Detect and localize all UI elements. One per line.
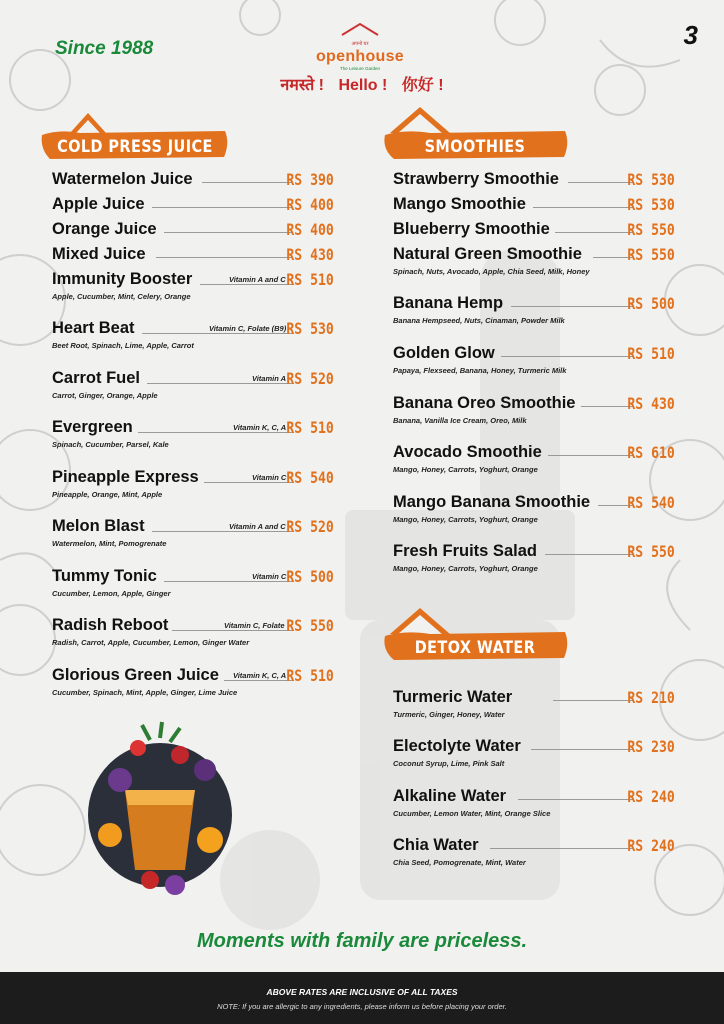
item-name: Strawberry Smoothie	[393, 170, 559, 188]
item-name: Watermelon Juice	[52, 170, 193, 188]
item-price: RS 230	[627, 737, 675, 756]
leader-line	[204, 482, 292, 483]
item-vitamins: Vitamin A	[252, 374, 287, 383]
item-price: RS 500	[286, 567, 334, 586]
item-price: RS 550	[627, 245, 675, 264]
leader-line	[518, 799, 633, 800]
item-name: Alkaline Water	[393, 787, 507, 805]
item-name: Golden Glow	[393, 344, 495, 362]
item-price: RS 430	[286, 245, 334, 264]
smoothies-title: SMOOTHIES	[424, 137, 526, 157]
detox-header	[380, 606, 570, 664]
item-price: RS 510	[286, 666, 334, 685]
leader-line	[142, 333, 292, 334]
item-name: Tummy Tonic	[52, 567, 157, 585]
item-price: RS 530	[627, 170, 675, 189]
item-description: Spinach, Nuts, Avocado, Apple, Chia Seed, Milk, Honey	[393, 267, 590, 276]
item-name: Fresh Fruits Salad	[393, 542, 537, 560]
leader-line	[553, 700, 633, 701]
item-price: RS 530	[286, 319, 334, 338]
leader-line	[202, 182, 292, 183]
greeting-nepali: नमस्ते !	[280, 77, 324, 94]
leader-line	[152, 207, 292, 208]
item-name: Melon Blast	[52, 517, 145, 535]
cold-press-title: COLD PRESS JUICE	[57, 137, 213, 157]
smoothies-header	[380, 105, 570, 163]
leader-line	[147, 383, 292, 384]
leader-line	[138, 432, 292, 433]
item-name: Evergreen	[52, 418, 133, 436]
item-name: Mixed Juice	[52, 245, 146, 263]
item-price: RS 400	[286, 195, 334, 214]
logo-top-text: अपनो घर	[351, 41, 369, 47]
item-vitamins: Vitamin C, Folate	[224, 621, 285, 630]
item-name: Glorious Green Juice	[52, 666, 219, 684]
item-description: Turmeric, Ginger, Honey, Water	[393, 710, 505, 719]
tax-note: ABOVE RATES ARE INCLUSIVE OF ALL TAXES	[266, 987, 458, 997]
item-price: RS 550	[286, 616, 334, 635]
item-vitamins: Vitamin C	[252, 572, 287, 581]
item-name: Turmeric Water	[393, 688, 513, 706]
leader-line	[152, 531, 292, 532]
item-name: Blueberry Smoothie	[393, 220, 550, 238]
item-description: Carrot, Ginger, Orange, Apple	[52, 391, 158, 400]
footer-band	[0, 972, 724, 1024]
item-price: RS 400	[286, 220, 334, 239]
item-description: Coconut Syrup, Lime, Pink Salt	[393, 759, 505, 768]
logo-brand: openhouse	[315, 48, 405, 65]
item-price: RS 510	[286, 418, 334, 437]
leader-line	[172, 630, 292, 631]
item-vitamins: Vitamin K, C, A	[233, 671, 287, 680]
item-price: RS 510	[286, 270, 334, 289]
leader-line	[555, 232, 633, 233]
leader-line	[164, 232, 292, 233]
item-name: Apple Juice	[52, 195, 145, 213]
item-description: Cucumber, Lemon, Apple, Ginger	[52, 589, 171, 598]
greeting-english: Hello !	[338, 77, 388, 94]
item-description: Apple, Cucumber, Mint, Celery, Orange	[52, 292, 191, 301]
item-vitamins: Vitamin A and C	[229, 275, 286, 284]
since-label: Since 1988	[55, 38, 154, 59]
item-price: RS 540	[627, 493, 675, 512]
leader-line	[511, 306, 633, 307]
item-description: Watermelon, Mint, Pomogrenate	[52, 539, 167, 548]
item-name: Mango Banana Smoothie	[393, 493, 591, 511]
leader-line	[531, 749, 633, 750]
item-description: Mango, Honey, Carrots, Yoghurt, Orange	[393, 564, 538, 573]
page-number: 3	[683, 20, 698, 50]
item-price: RS 240	[627, 836, 675, 855]
item-description: Radish, Carrot, Apple, Cucumber, Lemon, Ginger Water	[52, 638, 250, 647]
leader-line	[548, 455, 633, 456]
item-price: RS 390	[286, 170, 334, 189]
leader-line	[164, 581, 292, 582]
allergy-note: NOTE: If you are allergic to any ingredients, please inform us before placing your order.	[217, 1002, 507, 1011]
leader-line	[224, 680, 292, 681]
leader-line	[545, 554, 633, 555]
greeting-chinese: 你好 !	[401, 77, 444, 94]
item-price: RS 520	[286, 369, 334, 388]
item-description: Banana Hempseed, Nuts, Cinaman, Powder Milk	[393, 316, 565, 325]
leader-line	[581, 406, 633, 407]
item-price: RS 550	[627, 542, 675, 561]
item-name: Radish Reboot	[52, 616, 169, 634]
item-description: Beet Root, Spinach, Lime, Apple, Carrot	[52, 341, 194, 350]
leader-line	[490, 848, 633, 849]
cold-press-list	[52, 170, 334, 730]
cold-press-header	[40, 105, 230, 163]
item-price: RS 610	[627, 443, 675, 462]
item-price: RS 240	[627, 787, 675, 806]
item-price: RS 500	[627, 294, 675, 313]
item-name: Banana Oreo Smoothie	[393, 394, 576, 412]
item-price: RS 520	[286, 517, 334, 536]
item-price: RS 210	[627, 688, 675, 707]
item-description: Banana, Vanilla Ice Cream, Oreo, Milk	[393, 416, 527, 425]
item-description: Pineapple, Orange, Mint, Apple	[52, 490, 163, 499]
item-description: Mango, Honey, Carrots, Yoghurt, Orange	[393, 515, 538, 524]
logo-subtitle: The Leisure Garden	[339, 66, 381, 71]
item-name: Pineapple Express	[52, 468, 199, 486]
openhouse-logo	[300, 22, 420, 71]
item-name: Chia Water	[393, 836, 479, 854]
smoothies-list	[393, 170, 675, 590]
item-price: RS 430	[627, 394, 675, 413]
item-price: RS 550	[627, 220, 675, 239]
item-name: Avocado Smoothie	[393, 443, 542, 461]
item-price: RS 540	[286, 468, 334, 487]
tagline: Moments with family are priceless.	[196, 930, 528, 952]
leader-line	[501, 356, 633, 357]
item-description: Spinach, Cucumber, Parsel, Kale	[52, 440, 169, 449]
item-name: Electolyte Water	[393, 737, 521, 755]
item-description: Cucumber, Lemon Water, Mint, Orange Slice	[393, 809, 551, 818]
leader-line	[568, 182, 633, 183]
item-price: RS 530	[627, 195, 675, 214]
item-name: Carrot Fuel	[52, 369, 141, 387]
detox-list	[393, 688, 675, 878]
item-vitamins: Vitamin A and C	[229, 522, 286, 531]
item-vitamins: Vitamin C, Folate (B9)	[209, 324, 287, 333]
item-vitamins: Vitamin C	[252, 473, 287, 482]
item-description: Papaya, Flexseed, Banana, Honey, Turmeric Milk	[393, 366, 567, 375]
house-roof-icon	[340, 22, 380, 36]
item-description: Cucumber, Spinach, Mint, Apple, Ginger, Lime Juice	[52, 688, 238, 697]
leader-line	[156, 257, 292, 258]
item-name: Banana Hemp	[393, 294, 504, 312]
leader-line	[533, 207, 633, 208]
greeting-line	[0, 72, 724, 95]
item-name: Orange Juice	[52, 220, 157, 238]
item-name: Natural Green Smoothie	[393, 245, 582, 263]
item-name: Immunity Booster	[52, 270, 193, 288]
item-name: Mango Smoothie	[393, 195, 526, 213]
item-vitamins: Vitamin K, C, A	[233, 423, 287, 432]
item-price: RS 510	[627, 344, 675, 363]
item-description: Mango, Honey, Carrots, Yoghurt, Orange	[393, 465, 538, 474]
item-name: Heart Beat	[52, 319, 135, 337]
item-description: Chia Seed, Pomogrenate, Mint, Water	[393, 858, 526, 867]
leader-line	[200, 284, 292, 285]
detox-title: DETOX WATER	[414, 638, 536, 658]
